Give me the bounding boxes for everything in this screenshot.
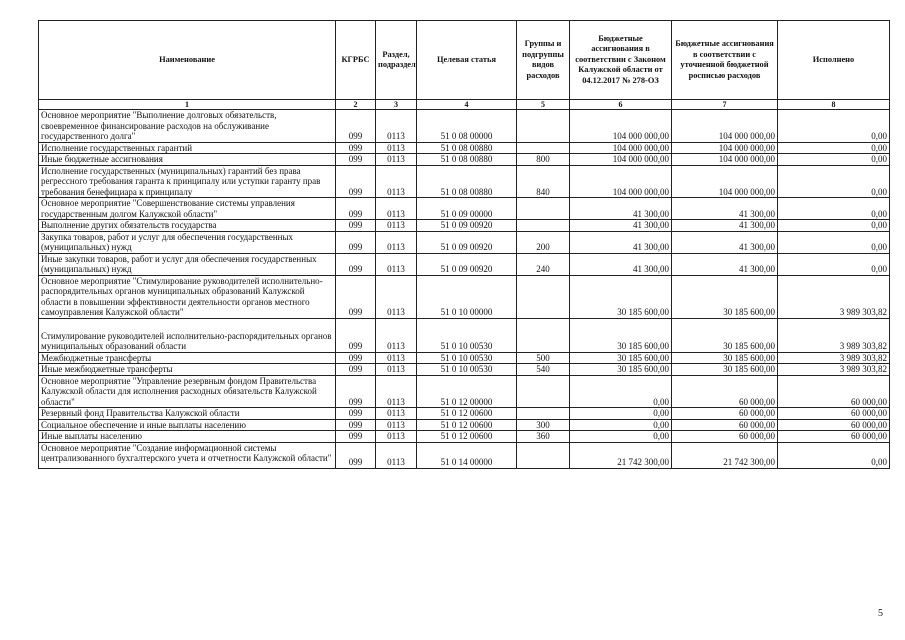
row-target-article: 51 0 08 00880 <box>417 142 517 154</box>
column-number: 1 <box>39 100 336 110</box>
row-target-article: 51 0 12 00000 <box>417 375 517 408</box>
row-budget-refined: 104 000 000,00 <box>672 165 778 198</box>
row-expense-group: 300 <box>517 419 570 431</box>
table-row <box>39 253 890 275</box>
row-section: 0113 <box>376 442 417 468</box>
row-budget-law: 104 000 000,00 <box>570 110 672 143</box>
row-expense-group <box>517 375 570 408</box>
row-executed: 3 989 303,82 <box>778 352 890 364</box>
row-kgrbs: 099 <box>336 375 376 408</box>
row-name: Основное мероприятие "Управление резервным фондом Правительства Калужской области для исполнения расходных обязательств Калужской области" <box>39 375 336 408</box>
row-section: 0113 <box>376 198 417 220</box>
budget-table <box>38 20 890 469</box>
row-budget-law: 0,00 <box>570 419 672 431</box>
row-budget-law: 0,00 <box>570 375 672 408</box>
row-executed: 0,00 <box>778 442 890 468</box>
row-name: Социальное обеспечение и иные выплаты населению <box>39 419 336 431</box>
row-executed: 3 989 303,82 <box>778 364 890 376</box>
table-row <box>39 408 890 420</box>
row-name: Иные бюджетные ассигнования <box>39 154 336 166</box>
row-budget-law: 30 185 600,00 <box>570 275 672 318</box>
row-name: Иные выплаты населению <box>39 431 336 443</box>
row-name: Закупка товаров, работ и услуг для обеспечения государственных (муниципальных) нужд <box>39 231 336 253</box>
row-name: Основное мероприятие "Выполнение долговых обязательств, своевременное финансирование расходов на обслуживание государственного долга" <box>39 110 336 143</box>
row-kgrbs: 099 <box>336 364 376 376</box>
row-budget-refined: 60 000,00 <box>672 419 778 431</box>
header-budget-law: Бюджетные ассигнования в соответствии с Законом Калужской области от 04.12.2017 № 278-ОЗ <box>570 21 672 100</box>
row-section: 0113 <box>376 375 417 408</box>
row-expense-group <box>517 442 570 468</box>
row-kgrbs: 099 <box>336 442 376 468</box>
row-name: Иные закупки товаров, работ и услуг для обеспечения государственных (муниципальных) нужд <box>39 253 336 275</box>
row-section: 0113 <box>376 142 417 154</box>
row-budget-law: 30 185 600,00 <box>570 352 672 364</box>
row-budget-refined: 104 000 000,00 <box>672 154 778 166</box>
column-number: 3 <box>376 100 417 110</box>
row-target-article: 51 0 09 00000 <box>417 198 517 220</box>
row-budget-law: 41 300,00 <box>570 198 672 220</box>
row-budget-refined: 30 185 600,00 <box>672 364 778 376</box>
row-section: 0113 <box>376 419 417 431</box>
row-section: 0113 <box>376 352 417 364</box>
table-row <box>39 231 890 253</box>
row-executed: 0,00 <box>778 220 890 232</box>
row-target-article: 51 0 12 00600 <box>417 419 517 431</box>
row-expense-group: 360 <box>517 431 570 443</box>
table-row <box>39 431 890 443</box>
table-row <box>39 110 890 143</box>
row-budget-law: 21 742 300,00 <box>570 442 672 468</box>
row-target-article: 51 0 12 00600 <box>417 408 517 420</box>
row-section: 0113 <box>376 253 417 275</box>
row-budget-law: 104 000 000,00 <box>570 165 672 198</box>
table-row <box>39 442 890 468</box>
row-kgrbs: 099 <box>336 220 376 232</box>
row-executed: 60 000,00 <box>778 419 890 431</box>
row-expense-group <box>517 408 570 420</box>
row-target-article: 51 0 12 00600 <box>417 431 517 443</box>
column-number: 2 <box>336 100 376 110</box>
row-target-article: 51 0 08 00000 <box>417 110 517 143</box>
row-budget-law: 104 000 000,00 <box>570 154 672 166</box>
row-budget-refined: 60 000,00 <box>672 431 778 443</box>
row-target-article: 51 0 09 00920 <box>417 231 517 253</box>
row-budget-refined: 41 300,00 <box>672 253 778 275</box>
row-target-article: 51 0 08 00880 <box>417 154 517 166</box>
row-section: 0113 <box>376 364 417 376</box>
table-row <box>39 142 890 154</box>
row-section: 0113 <box>376 275 417 318</box>
row-expense-group <box>517 220 570 232</box>
table-row <box>39 198 890 220</box>
row-kgrbs: 099 <box>336 419 376 431</box>
row-target-article: 51 0 10 00530 <box>417 318 517 352</box>
row-section: 0113 <box>376 165 417 198</box>
row-budget-law: 104 000 000,00 <box>570 142 672 154</box>
row-executed: 0,00 <box>778 154 890 166</box>
row-budget-refined: 41 300,00 <box>672 231 778 253</box>
row-expense-group: 840 <box>517 165 570 198</box>
row-kgrbs: 099 <box>336 408 376 420</box>
row-executed: 0,00 <box>778 253 890 275</box>
column-number-row <box>39 100 890 110</box>
row-budget-law: 30 185 600,00 <box>570 318 672 352</box>
row-budget-law: 0,00 <box>570 431 672 443</box>
table-row <box>39 364 890 376</box>
table-row <box>39 154 890 166</box>
row-executed: 60 000,00 <box>778 431 890 443</box>
row-name: Иные межбюджетные трансферты <box>39 364 336 376</box>
header-expense-groups: Группы и подгруппы видов расходов <box>517 21 570 100</box>
row-budget-law: 41 300,00 <box>570 231 672 253</box>
row-executed: 60 000,00 <box>778 375 890 408</box>
row-executed: 60 000,00 <box>778 408 890 420</box>
table-row <box>39 165 890 198</box>
table-row <box>39 352 890 364</box>
row-section: 0113 <box>376 408 417 420</box>
column-number: 6 <box>570 100 672 110</box>
row-expense-group <box>517 142 570 154</box>
row-budget-law: 0,00 <box>570 408 672 420</box>
row-budget-refined: 60 000,00 <box>672 408 778 420</box>
row-kgrbs: 099 <box>336 275 376 318</box>
header-section: Раздел, подраздел <box>376 21 417 100</box>
row-executed: 3 989 303,82 <box>778 275 890 318</box>
row-kgrbs: 099 <box>336 253 376 275</box>
row-budget-refined: 30 185 600,00 <box>672 318 778 352</box>
row-expense-group: 500 <box>517 352 570 364</box>
row-name: Межбюджетные трансферты <box>39 352 336 364</box>
row-kgrbs: 099 <box>336 154 376 166</box>
row-name: Стимулирование руководителей исполнительно-распорядительных органов муниципальных образований области <box>39 318 336 352</box>
header-target-article: Целевая статья <box>417 21 517 100</box>
row-budget-refined: 104 000 000,00 <box>672 142 778 154</box>
row-budget-refined: 30 185 600,00 <box>672 275 778 318</box>
row-target-article: 51 0 08 00880 <box>417 165 517 198</box>
row-kgrbs: 099 <box>336 231 376 253</box>
row-section: 0113 <box>376 231 417 253</box>
table-body <box>39 110 890 469</box>
row-executed: 0,00 <box>778 142 890 154</box>
row-kgrbs: 099 <box>336 165 376 198</box>
row-target-article: 51 0 09 00920 <box>417 220 517 232</box>
row-budget-refined: 41 300,00 <box>672 220 778 232</box>
row-section: 0113 <box>376 220 417 232</box>
row-section: 0113 <box>376 154 417 166</box>
row-expense-group: 200 <box>517 231 570 253</box>
row-target-article: 51 0 14 00000 <box>417 442 517 468</box>
row-kgrbs: 099 <box>336 431 376 443</box>
page-number: 5 <box>878 608 883 619</box>
row-executed: 0,00 <box>778 198 890 220</box>
row-name: Основное мероприятие "Стимулирование руководителей исполнительно-распорядительных органов муниципальных образований Калужской области в повышении эффективности деятельности органов местного самоуправления Калужской области" <box>39 275 336 318</box>
row-budget-law: 41 300,00 <box>570 220 672 232</box>
header-executed: Исполнено <box>778 21 890 100</box>
row-expense-group <box>517 275 570 318</box>
row-name: Исполнение государственных (муниципальных) гарантий без права регрессного требования гаранта к принципалу или уступки гаранту прав требования бенефициара к принципалу <box>39 165 336 198</box>
row-kgrbs: 099 <box>336 198 376 220</box>
column-number: 4 <box>417 100 517 110</box>
row-expense-group: 240 <box>517 253 570 275</box>
row-section: 0113 <box>376 431 417 443</box>
row-budget-law: 30 185 600,00 <box>570 364 672 376</box>
row-expense-group: 540 <box>517 364 570 376</box>
row-executed: 0,00 <box>778 110 890 143</box>
row-name: Исполнение государственных гарантий <box>39 142 336 154</box>
row-section: 0113 <box>376 318 417 352</box>
row-expense-group <box>517 198 570 220</box>
table-row <box>39 419 890 431</box>
row-budget-refined: 104 000 000,00 <box>672 110 778 143</box>
row-executed: 0,00 <box>778 231 890 253</box>
row-expense-group: 800 <box>517 154 570 166</box>
header-name: Наименование <box>39 21 336 100</box>
header-kgrbs: КГРБС <box>336 21 376 100</box>
row-kgrbs: 099 <box>336 318 376 352</box>
row-target-article: 51 0 10 00000 <box>417 275 517 318</box>
row-kgrbs: 099 <box>336 142 376 154</box>
row-expense-group <box>517 110 570 143</box>
header-budget-refined: Бюджетные ассигнования в соответствии с уточненной бюджетной росписью расходов <box>672 21 778 100</box>
table-row <box>39 220 890 232</box>
row-kgrbs: 099 <box>336 352 376 364</box>
row-name: Основное мероприятие "Создание информационной системы централизованного бухгалтерского учета и отчетности Калужской области" <box>39 442 336 468</box>
column-number: 5 <box>517 100 570 110</box>
row-target-article: 51 0 10 00530 <box>417 364 517 376</box>
table-row <box>39 275 890 318</box>
header-row <box>39 21 890 100</box>
table-row <box>39 375 890 408</box>
table-row <box>39 318 890 352</box>
row-name: Резервный фонд Правительства Калужской области <box>39 408 336 420</box>
row-budget-refined: 21 742 300,00 <box>672 442 778 468</box>
row-budget-law: 41 300,00 <box>570 253 672 275</box>
column-number: 7 <box>672 100 778 110</box>
row-budget-refined: 30 185 600,00 <box>672 352 778 364</box>
row-budget-refined: 60 000,00 <box>672 375 778 408</box>
column-number: 8 <box>778 100 890 110</box>
row-section: 0113 <box>376 110 417 143</box>
row-executed: 0,00 <box>778 165 890 198</box>
row-kgrbs: 099 <box>336 110 376 143</box>
row-budget-refined: 41 300,00 <box>672 198 778 220</box>
row-name: Выполнение других обязательств государства <box>39 220 336 232</box>
row-name: Основное мероприятие "Совершенствование системы управления государственным долгом Калужской области" <box>39 198 336 220</box>
row-target-article: 51 0 09 00920 <box>417 253 517 275</box>
row-target-article: 51 0 10 00530 <box>417 352 517 364</box>
row-executed: 3 989 303,82 <box>778 318 890 352</box>
row-expense-group <box>517 318 570 352</box>
